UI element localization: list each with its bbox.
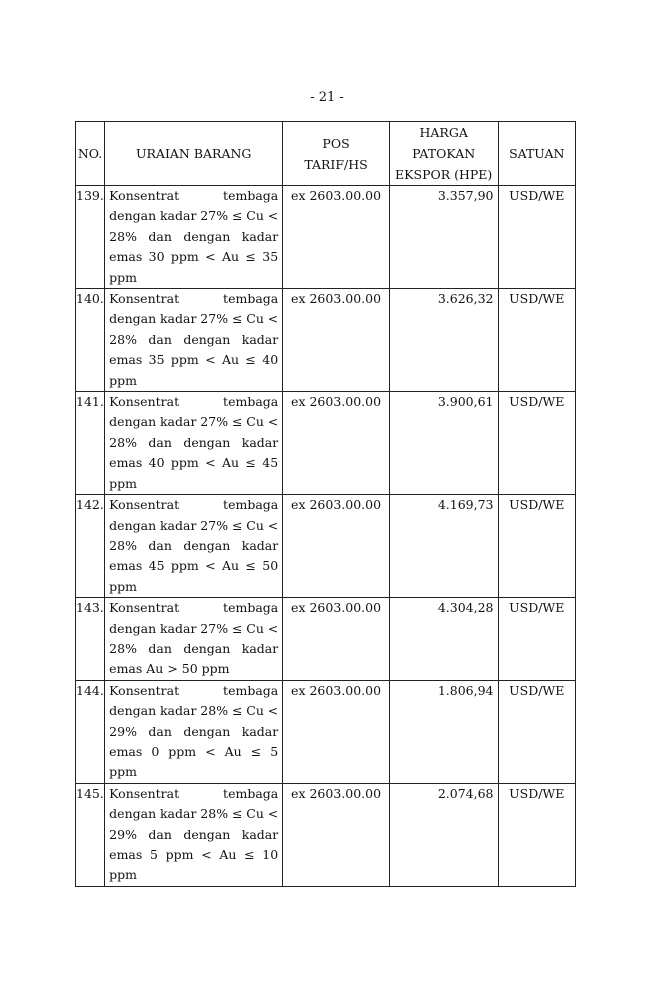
header-harga (389, 122, 498, 186)
row-number: 139. (76, 186, 105, 289)
description-line: Konsentrat tembaga (109, 394, 279, 410)
description-line: 28% dan dengan kadar (109, 434, 279, 450)
table-row (76, 495, 576, 598)
pos-tarif: ex 2603.00.00 (283, 289, 390, 392)
header-harga-line: PATOKAN (412, 146, 476, 161)
description-line: 29% dan dengan kadar (109, 723, 279, 739)
description-line: dengan kadar 27% ≤ Cu < (109, 311, 279, 327)
description-line: dengan kadar 28% ≤ Cu < (109, 806, 279, 822)
description-line: emas 0 ppm < Au ≤ 5 (109, 743, 279, 759)
description-line: emas 5 ppm < Au ≤ 10 (109, 847, 279, 862)
description-line: ppm (109, 475, 138, 491)
description-line: Konsentrat tembaga (109, 291, 279, 307)
table-row (76, 680, 576, 783)
header-pos (283, 122, 390, 186)
description-line: ppm (109, 269, 138, 285)
harga-patokan: 1.806,94 (389, 680, 498, 783)
description-line: emas Au > 50 ppm (109, 661, 230, 677)
description-line: emas 45 ppm < Au ≤ 50 (109, 558, 279, 574)
satuan: USD/WE (498, 680, 576, 783)
harga-patokan: 4.304,28 (389, 598, 498, 681)
header-pos-line: TARIF/HS (304, 156, 368, 172)
harga-patokan: 4.169,73 (389, 495, 498, 598)
page-number: - 21 - (310, 90, 344, 105)
description-line: Konsentrat tembaga (109, 785, 279, 801)
row-number: 144. (76, 680, 105, 783)
pos-tarif: ex 2603.00.00 (283, 783, 390, 886)
row-number: 145. (76, 783, 105, 886)
description-line: ppm (109, 372, 138, 388)
table-row (76, 186, 576, 289)
pos-tarif: ex 2603.00.00 (283, 598, 390, 681)
description-line: emas 40 ppm < Au ≤ 45 (109, 455, 279, 471)
description-line: emas 35 ppm < Au ≤ 40 (109, 352, 279, 368)
description-line: Konsentrat tembaga (109, 600, 279, 616)
description-line: 28% dan dengan kadar (109, 331, 279, 347)
item-description (105, 186, 283, 289)
table-row (76, 783, 576, 886)
satuan: USD/WE (498, 598, 576, 681)
header-harga-line: HARGA (419, 125, 468, 140)
satuan: USD/WE (498, 392, 576, 495)
satuan: USD/WE (498, 495, 576, 598)
hpe-table (75, 121, 576, 887)
description-line: 28% dan dengan kadar (109, 640, 279, 656)
description-line: dengan kadar 27% ≤ Cu < (109, 208, 279, 224)
row-number: 141. (76, 392, 105, 495)
description-line: dengan kadar 27% ≤ Cu < (109, 414, 279, 430)
row-number: 143. (76, 598, 105, 681)
table-header-row (76, 122, 576, 186)
table-row (76, 289, 576, 392)
satuan: USD/WE (498, 289, 576, 392)
header-uraian: URAIAN BARANG (105, 122, 283, 186)
description-line: dengan kadar 27% ≤ Cu < (109, 620, 279, 636)
harga-patokan: 3.626,32 (389, 289, 498, 392)
description-line: Konsentrat tembaga (109, 497, 279, 513)
description-line: 28% dan dengan kadar (109, 228, 279, 244)
table-row (76, 392, 576, 495)
harga-patokan: 2.074,68 (389, 783, 498, 886)
description-line: 29% dan dengan kadar (109, 826, 279, 842)
row-number: 142. (76, 495, 105, 598)
item-description (105, 495, 283, 598)
harga-patokan: 3.900,61 (389, 392, 498, 495)
item-description (105, 392, 283, 495)
description-line: Konsentrat tembaga (109, 682, 279, 698)
pos-tarif: ex 2603.00.00 (283, 186, 390, 289)
item-description (105, 783, 283, 886)
item-description (105, 289, 283, 392)
pos-tarif: ex 2603.00.00 (283, 392, 390, 495)
pos-tarif: ex 2603.00.00 (283, 680, 390, 783)
header-no: NO. (76, 122, 105, 186)
header-harga-line: EKSPOR (HPE) (395, 167, 493, 182)
satuan: USD/WE (498, 186, 576, 289)
item-description (105, 598, 283, 681)
harga-patokan: 3.357,90 (389, 186, 498, 289)
table-row (76, 598, 576, 681)
satuan: USD/WE (498, 783, 576, 886)
description-line: ppm (109, 578, 138, 594)
pos-tarif: ex 2603.00.00 (283, 495, 390, 598)
header-pos-line: POS (322, 135, 350, 151)
description-line: emas 30 ppm < Au ≤ 35 (109, 249, 279, 265)
description-line: dengan kadar 28% ≤ Cu < (109, 703, 279, 719)
row-number: 140. (76, 289, 105, 392)
description-line: ppm (109, 764, 138, 780)
item-description (105, 680, 283, 783)
description-line: ppm (109, 867, 138, 883)
description-line: 28% dan dengan kadar (109, 537, 279, 553)
header-satuan: SATUAN (498, 122, 576, 186)
description-line: dengan kadar 27% ≤ Cu < (109, 517, 279, 533)
description-line: Konsentrat tembaga (109, 188, 279, 203)
